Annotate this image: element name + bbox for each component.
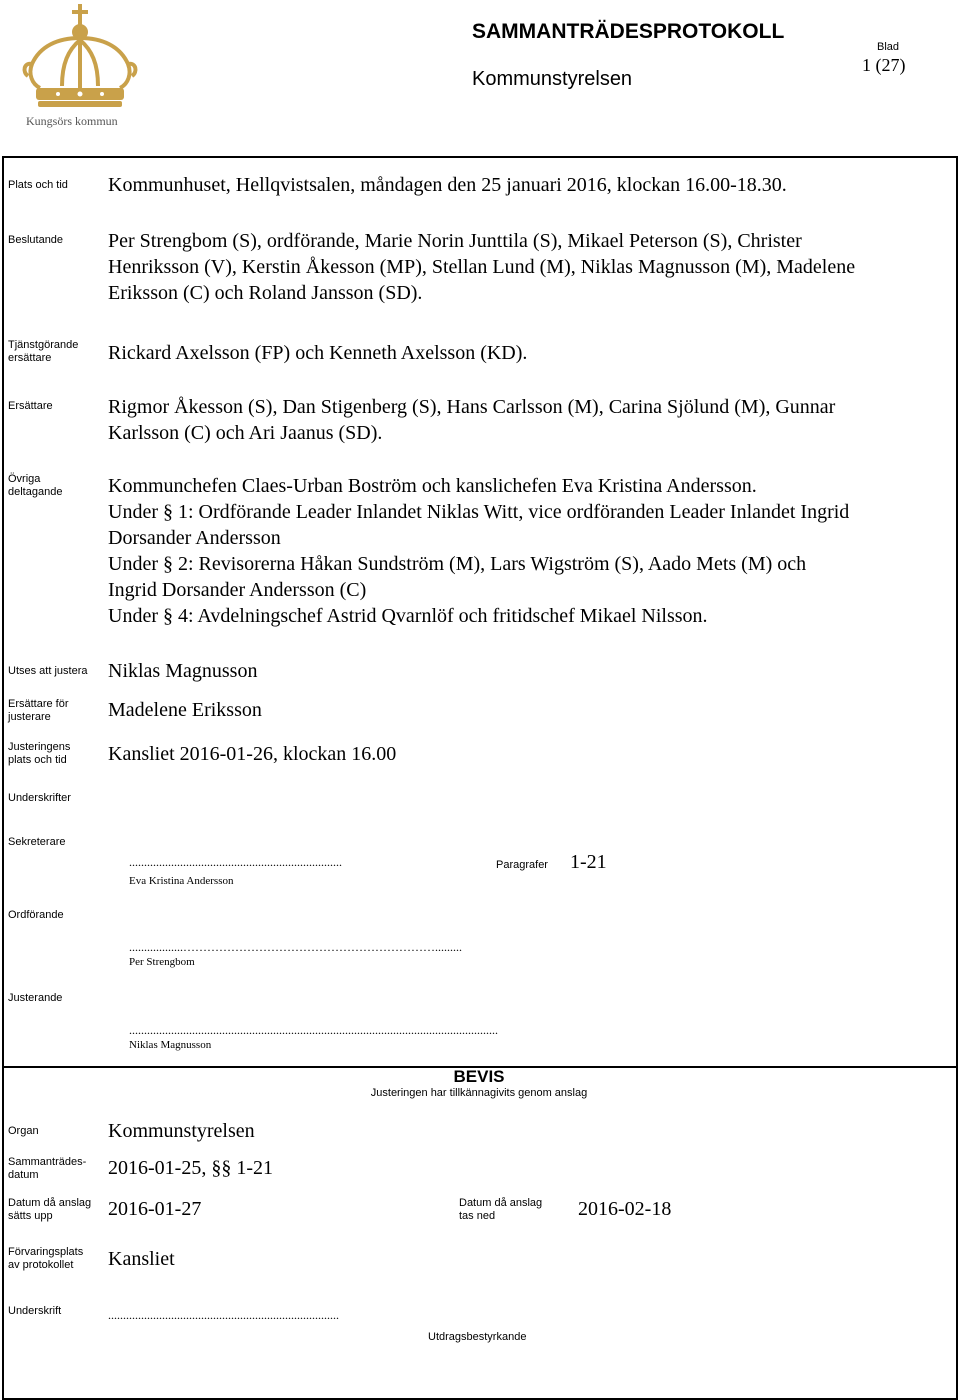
serving-substitutes-value: Rickard Axelsson (FP) och Kenneth Axelsson (KD). [108,342,528,364]
certificate-frame [2,1066,958,1400]
place-value: Kommunhuset, Hellqvistsalen, måndagen den 25 januari 2016, klockan 16.00-18.30. [108,174,787,196]
deciding-line: Henriksson (V), Kerstin Åkesson (MP), Stellan Lund (M), Niklas Magnusson (M), Madelene [108,256,856,278]
place-label: Plats och tid [8,179,68,191]
chair-name: Per Strengbom [129,956,195,968]
removed-date-value: 2016-02-18 [578,1198,672,1220]
others-value [108,473,849,629]
paragraphs-label: Paragrafer [496,859,548,871]
meeting-date-value: 2016-01-25, §§ 1-21 [108,1157,273,1179]
secretary-name: Eva Kristina Andersson [129,875,234,887]
substitutes-line: Karlsson (C) och Ari Jaanus (SD). [108,422,383,444]
others-line: Under § 2: Revisorerna Håkan Sundström (M), Lars Wigström (S), Aado Mets (M) och [108,553,807,575]
adjuster-label: Utses att justera [8,665,88,677]
storage-value: Kansliet [108,1248,175,1270]
deciding-line: Per Strengbom (S), ordförande, Marie Norin Junttila (S), Mikael Peterson (S), Christer [108,230,802,252]
signatures-label: Underskrifter [8,792,71,804]
others-line: Under § 1: Ordförande Leader Inlandet Niklas Witt, vice ordföranden Leader Inlandet Ingrid [108,501,850,523]
posted-date-label: Datum då anslag sätts upp [8,1197,92,1222]
secretary-signature-line: ....................................................................... [129,855,342,869]
chair-signature-line: ..................………………………………………………………......... [129,940,462,954]
organ-value: Kommunstyrelsen [108,1120,255,1142]
organ-label: Organ [8,1125,39,1137]
adjuster-value: Niklas Magnusson [108,660,258,682]
substitutes-value [108,394,835,446]
certifier-label: Utdragsbestyrkande [428,1331,527,1343]
secretary-label: Sekreterare [8,836,66,848]
adjuster-name: Niklas Magnusson [129,1039,212,1051]
page-number: 1 (27) [862,55,906,75]
document-title: SAMMANTRÄDESPROTOKOLL [472,20,785,43]
chair-label: Ordförande [8,909,64,921]
others-label: Övriga deltagande [8,473,63,498]
certificate-title: BEVIS [453,1067,505,1086]
deciding-line: Eriksson (C) och Roland Jansson (SD). [108,282,423,304]
substitutes-line: Rigmor Åkesson (S), Dan Stigenberg (S), Hans Carlsson (M), Carina Sjölund (M), Gunnar [108,396,836,418]
others-line: Under § 4: Avdelningschef Astrid Qvarnlöf och fritidschef Mikael Nilsson. [108,605,708,627]
serving-substitutes-label: Tjänstgörande ersättare [8,339,79,364]
certificate-subtitle: Justeringen har tillkännagivits genom anslag [370,1087,588,1099]
others-line: Kommunchefen Claes-Urban Boström och kanslichefen Eva Kristina Andersson. [108,475,757,497]
removed-date-label: Datum då anslag tas ned [459,1197,543,1222]
substitutes-label: Ersättare [8,400,53,412]
deciding-value [108,228,855,306]
paragraphs-value: 1-21 [570,851,607,873]
posted-date-value: 2016-01-27 [108,1198,202,1220]
adjuster-signature-label: Justerande [8,992,63,1004]
crown-icon [18,2,142,112]
adjuster-substitute-value: Madelene Eriksson [108,699,262,721]
municipality-logo [18,2,142,132]
adjustment-place-value: Kansliet 2016-01-26, klockan 16.00 [108,743,397,765]
adjuster-signature-line: ........................................................................................................................... [129,1023,498,1037]
others-line: Dorsander Andersson [108,527,281,549]
page-label: Blad [877,41,900,53]
deciding-label: Beslutande [8,234,64,246]
logo-text: Kungsörs kommun [26,114,118,128]
storage-label: Förvaringsplats av protokollet [8,1246,84,1271]
meeting-date-label: Sammanträdes- datum [8,1156,87,1181]
adjustment-place-label: Justeringens plats och tid [8,741,71,766]
certificate-signature-line: ............................................................................. [108,1308,339,1322]
others-line: Ingrid Dorsander Andersson (C) [108,579,367,601]
committee-name: Kommunstyrelsen [472,68,633,90]
adjuster-substitute-label: Ersättare för justerare [8,698,69,723]
signature-label: Underskrift [8,1305,62,1317]
